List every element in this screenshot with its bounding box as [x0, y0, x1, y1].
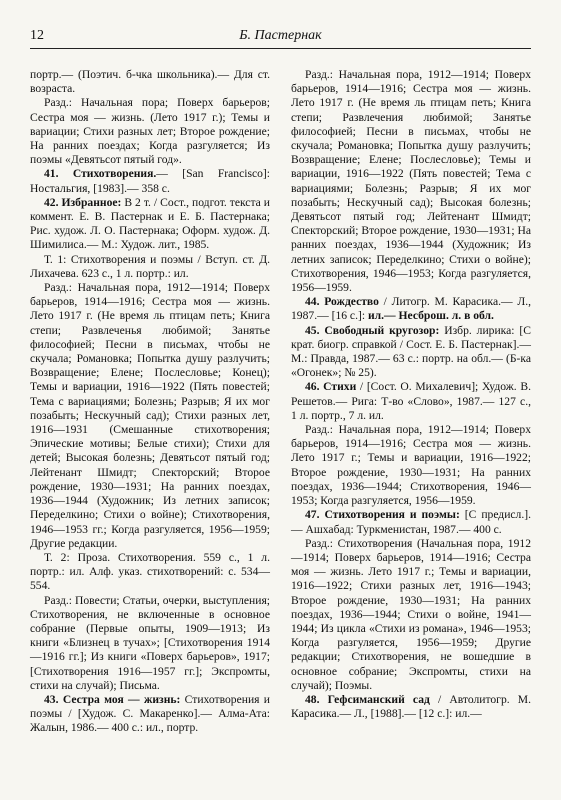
bibliography-paragraph [291, 537, 531, 693]
entry-bold-text: 41. [44, 167, 59, 181]
entry-text: Разд.: Стихотворения (Начальная пора, 1912—1914; Поверх барьеров, 1914—1916; Сестра моя — жизнь. Лето 1917 г.; Темы и вариации, 1916—1922; Стихи разных лет, 1916—1943; Второе рождение, 1930—1931; На ранних поездах, 1936—1944; Стихи о войне, 1941—1944; Из цикла «Стихи из романа», 1946—1953; Когда разгуляется, 1956—1959; Другие редакции; Стихотворения, не вошедшие в основное собрание; Экспромты, стихи на случай); Поэмы. [291, 536, 531, 692]
entry-bold-text: Стихотворения. [72, 167, 157, 181]
entry-text: / Литогр. М. Карасика.— Л., 1987.— [16 с.]: [291, 295, 531, 323]
entry-bold-text: Сестра моя — жизнь: [62, 692, 181, 706]
bibliography-paragraph [30, 96, 270, 167]
running-title: Б. Пастернак [239, 28, 322, 43]
entry-bold-text: 46. [305, 380, 320, 394]
right-column [291, 68, 531, 721]
bibliography-paragraph [291, 295, 531, 323]
bibliography-paragraph [30, 281, 270, 551]
bibliography-paragraph [291, 508, 531, 536]
entry-bold-text: 48. [305, 692, 320, 706]
entry-bold-text: ил.— Несброш. л. в обл. [367, 309, 494, 323]
entry-bold-text: 45. [305, 323, 320, 337]
entry-bold-text: Стихотворения и поэмы: [324, 508, 460, 522]
bibliography-paragraph [30, 253, 270, 281]
entry-text: В 2 т. / Сост., подгот. текста и коммент. Е. В. Пастернак и Е. Б. Пастернака; Рис. худож. Л. О. Пастернака; Оформ. худож. Д. Шимилиса.— М.: Худож. лит., 1985. [30, 195, 270, 252]
entry-text: Разд.: Начальная пора, 1912—1914; Поверх барьеров, 1914—1916; Сестра моя — жизнь. Лето 1917 г.; Темы и вариации, 1916—1922; Второе рождение, 1930—1931; На ранних поездах, 1936—1944; Стихотворения, 1946—1953; Когда разгуляется, 1956—1959. [291, 423, 531, 508]
bibliography-paragraph [291, 68, 531, 295]
entry-text: — [San Francisco]: Ностальгия, [1983].— 358 с. [30, 167, 270, 195]
entry-text: Разд.: Повести; Статьи, очерки, выступления; Стихотворения, не включенные в основное собрание (Первые опыты, 1909—1913; Из книги «Близнец в тучах»; [Стихотворения 1914—1916 гг.]; Из книги «Поверх барьеров», 1917; [Стихотворения 1916—1957 гг.]; Экспромты, стихи на случай); Письма. [30, 593, 270, 692]
bibliography-paragraph [30, 693, 270, 736]
bibliography-paragraph [30, 68, 270, 96]
entry-text: Стихотворения и поэмы / [Худож. С. Макаренко].— Алма-Ата: Жалын, 1986.— 400 с.: ил., портр. [30, 692, 270, 735]
entry-text: портр.— (Поэтич. б-чка школьника).— Для ст. возраста. [30, 68, 270, 96]
entry-text: Разд.: Начальная пора, 1912—1914; Поверх барьеров, 1914—1916; Сестра моя — жизнь. Лето 1917 г. (Не время ль птицам петь; Книга степи; Развлеченья любимой; Занятье философией; Песни в письмах, чтобы не скучала; Романовка; Попытка душу разлучить; Возвращение; Елене; Послесловье; Конец); Темы и вариации, 1916—1922 (Пять повестей; Тема с вариациями; Болезнь; Разрыв; Я их мог позабыть; Нескучный сад); Стихи разных лет, 1916—1931 (Смешанные стихотворения; Эпические мотивы; Белые стихи); Стихи для детей; Высокая болезнь; Девятьсот пятый год; Лейтенант Шмидт; Спекторский; Второе рождение, 1930—1931; На ранних поездах, 1936—1944 (Художник; Из летних записок; Переделкино; Стихи о войне); Стихотворения, 1946—1953 гг.; Когда разгуляется, 1956—1959; Другие редакции. [30, 281, 270, 550]
entry-text [59, 167, 73, 180]
entry-text: / [Сост. О. Михалевич]; Худож. В. Решетов.— Рига: Т-во «Слово», 1987.— 127 с., 1 л. портр., 7 л. ил. [291, 380, 531, 422]
bibliography-paragraph [291, 324, 531, 381]
bibliography-paragraph [30, 551, 270, 594]
entry-bold-text: Свободный кругозор: [324, 323, 440, 337]
entry-bold-text: 43. [44, 692, 59, 706]
left-column [30, 68, 270, 736]
bibliography-paragraph [291, 693, 531, 721]
page-number: 12 [30, 28, 44, 43]
bibliography-paragraph [30, 594, 270, 693]
bibliography-paragraph [30, 167, 270, 195]
bibliography-paragraph [291, 380, 531, 423]
entry-bold-text: 42. [44, 195, 59, 209]
entry-text: Разд.: Начальная пора, 1912—1914; Поверх барьеров, 1914—1916; Сестра моя — жизнь. Лето 1917 г. (Не время ль птицам петь; Книга степи; Развлечения любимой; Занятье философией; Песни в письмах, чтобы не скучала; Романовка; Попытка душу разлучить; Возвращение; Елене; Послесловье); Темы и вариации, 1916—1922 (Пять повестей; Тема с вариациями; Болезнь; Разрыв; Я их мог позабыть; Нескучный сад); Высокая болезнь; Девятьсот пятый год; Лейтенант Шмидт; Спекторский; Второе рождение, 1930—1931; На ранних поездах, 1936—1944 (Художник; Из летних записок; Переделкино; Стихи о войне); Стихотворения, 1946—1953; Когда разгуляется, 1956—1959. [291, 68, 531, 295]
entry-text: / Автолитогр. М. Карасика.— Л., [1988].— [12 с.]: ил.— [291, 692, 531, 721]
entry-text: [С предисл.].— Ашхабад: Туркменистан, 1987.— 400 с. [291, 508, 532, 536]
entry-text: Избр. лирика: [С крат. биогр. справкой / Сост. Е. Б. Пастернак].— М.: Правда, 1987.— 63 с.: портр. на обл.— (Б-ка «Огонек»; № 25). [291, 323, 532, 380]
entry-bold-text: Гефсиманский сад [327, 692, 430, 706]
entry-bold-text: Стихи [323, 380, 357, 394]
entry-bold-text: Рождество [324, 295, 379, 309]
entry-bold-text: Избранное: [61, 195, 122, 209]
entry-text: Т. 2: Проза. Стихотворения. 559 с., 1 л. портр.: ил. Алф. указ. стихотворений: с. 534—554. [30, 550, 270, 593]
page-header [30, 28, 531, 49]
entry-bold-text: 47. [305, 508, 320, 522]
entry-bold-text: 44. [305, 295, 320, 309]
bibliography-paragraph [291, 423, 531, 508]
entry-text [320, 693, 328, 706]
entry-text: Т. 1: Стихотворения и поэмы / Вступ. ст. Д. Лихачева. 623 с., 1 л. портр.: ил. [30, 252, 270, 280]
entry-text: Разд.: Начальная пора; Поверх барьеров; Сестра моя — жизнь. (Лето 1917 г.); Темы и вариации; Стихи разных лет; Второе рождение; На ранних поездах; Когда разгуляется; Из поэмы «Девятьсот пятый год». [30, 96, 270, 167]
bibliography-paragraph [30, 196, 270, 253]
